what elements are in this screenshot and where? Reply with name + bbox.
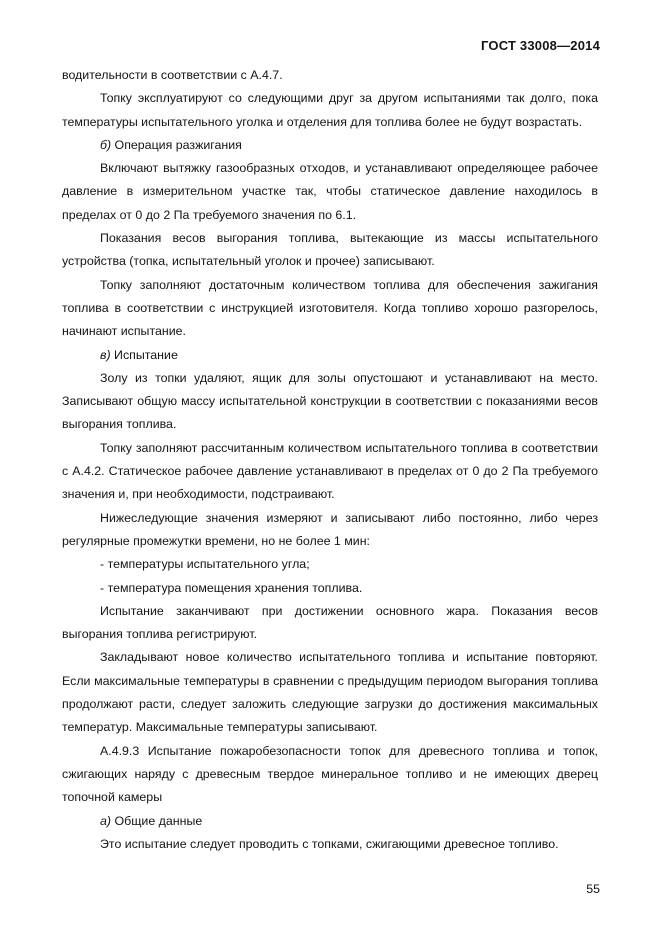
paragraph: Испытание заканчивают при достижении основного жара. Показания весов выгорания топлива регистрируют. bbox=[62, 603, 598, 642]
subsection-title-ignition: Операция разжигания bbox=[111, 137, 242, 152]
subsection-heading-b bbox=[62, 134, 598, 157]
paragraph: Топку эксплуатируют со следующими друг за другом испытаниями так долго, пока температуры испытательного уголка и отделения для топлива более не будут возрастать. bbox=[62, 91, 598, 129]
paragraph: Топку заполняют рассчитанным количеством испытательного топлива в соответствии с А.4.2. Статическое рабочее давление устанавливают в пределах от 0 до 2 Па требуемого значения и, при необходимости, подстраивают. bbox=[62, 440, 598, 502]
list-letter-v: в) bbox=[100, 347, 111, 362]
paragraph: Нижеследующие значения измеряют и записывают либо постоянно, либо через регулярные промежутки времени, но не более 1 мин: bbox=[62, 510, 598, 548]
paragraph: Показания весов выгорания топлива, вытекающие из массы испытательного устройства (топка, испытательный уголок и прочее) записывают. bbox=[62, 231, 598, 269]
list-item: - температура помещения хранения топлива. bbox=[100, 580, 363, 595]
subsection-heading-a bbox=[62, 810, 598, 833]
paragraph: Золу из топки удаляют, ящик для золы опустошают и устанавливают на место. Записывают общую массу испытательной конструкции в соответствии с показаниями весов выгорания топлива. bbox=[62, 370, 598, 432]
paragraph: Включают вытяжку газообразных отходов, и устанавливают определяющее рабочее давление в измерительном участке так, чтобы статическое давление находилось в пределах от 0 до 2 Па требуемого значения по 6.1. bbox=[62, 161, 598, 222]
list-letter-a: а) bbox=[100, 813, 112, 828]
subsection-title-general: Общие данные bbox=[111, 813, 203, 828]
document-code-header: ГОСТ 33008—2014 bbox=[481, 38, 600, 53]
paragraph: Это испытание следует проводить с топками, сжигающими древесное топливо. bbox=[100, 836, 559, 851]
list-item: - температуры испытательного угла; bbox=[100, 557, 310, 572]
paragraph: Топку заполняют достаточным количеством топлива для обеспечения зажигания топлива в соответствии с инструкцией изготовителя. Когда топливо хорошо разгорелось, начинают испытание. bbox=[62, 277, 598, 339]
list-letter-b: б) bbox=[100, 137, 112, 152]
paragraph-continuation: водительности в соответствии с А.4.7. bbox=[62, 68, 283, 82]
clause-a-4-9-3: А.4.9.3 Испытание пожаробезопасности топок для древесного топлива и топок, сжигающих наряду с древесным твердое минеральное топливо и не имеющих дверец топочной камеры bbox=[62, 743, 598, 805]
paragraph: Закладывают новое количество испытательного топлива и испытание повторяют. Если максимальные температуры в сравнении с предыдущим периодом выгорания топлива продолжают расти, следует заложить следующие загрузки до достижения максимальных температур. Максимальные температуры записывают. bbox=[62, 650, 598, 735]
subsection-title-test: Испытание bbox=[110, 347, 178, 362]
page-body bbox=[62, 64, 598, 856]
page-number: 55 bbox=[586, 882, 600, 896]
subsection-heading-v bbox=[62, 344, 598, 367]
